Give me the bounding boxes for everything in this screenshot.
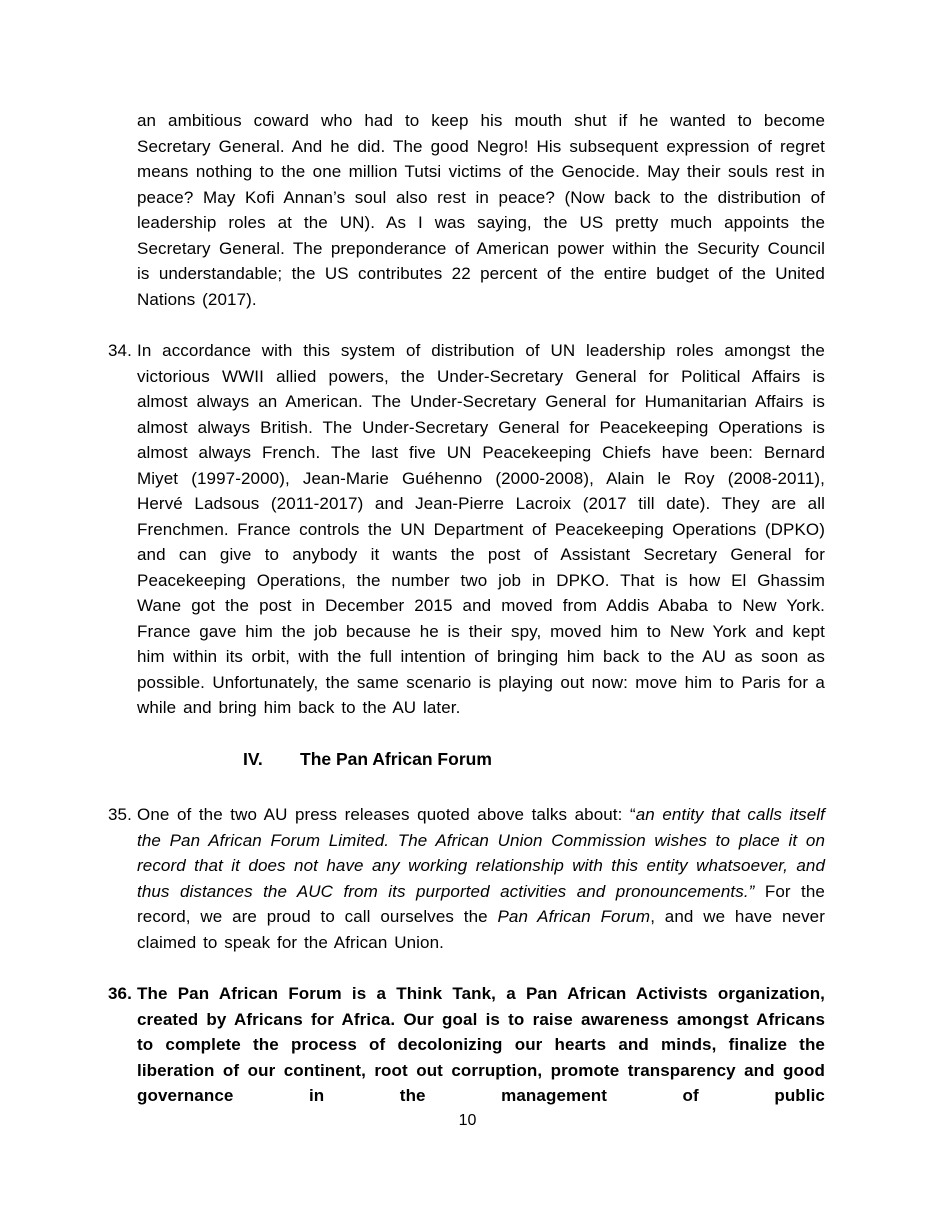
paragraph-continuation <box>137 108 825 312</box>
paragraph-36 <box>108 981 825 1109</box>
document-body <box>108 108 825 1135</box>
text-segment: The Pan African Forum is a Think Tank, a Pan African Activists organization, created by Africans for Africa. Our goal is to raise awareness amongst Africans to complete the process of decolonizing our hearts and minds, finalize the liberation of our continent, root out corruption, promote transparency and good governance in the management of public <box>137 984 825 1105</box>
text-segment: Pan African Forum <box>497 907 651 926</box>
text-segment: an entity that calls itself the Pan African Forum Limited. The African Union Commission wishes to place it on record that it does not have any working relationship with this entity whatsoever, and thus distances the AUC from its purported activities and pronouncements.” <box>137 805 825 901</box>
text-segment: In accordance with this system of distribution of UN leadership roles amongst the victorious WWII allied powers, the Under-Secretary General for Political Affairs is almost always an American. The Under-Secretary General for Humanitarian Affairs is almost always British. The Under-Secretary General for Peacekeeping Operations is almost always French. The last five UN Peacekeeping Chiefs have been: Bernard Miyet (1997-2000), Jean-Marie Guéhenno (2000-2008), Alain le Roy (2008-2011), Hervé Ladsous (2011-2017) and Jean-Pierre Lacroix (2017 till date). They are all Frenchmen. France controls the UN Department of Peacekeeping Operations (DPKO) and can give to anybody it wants the post of Assistant Secretary General for Peacekeeping Operations, the number two job in DPKO. That is how El Ghassim Wane got the post in December 2015 and moved from Addis Ababa to New York. France gave him the job because he is their spy, moved him to New York and kept him within its orbit, with the full intention of bringing him back to the AU as soon as possible. Unfortunately, the same scenario is playing out now: move him to Paris for a while and bring him back to the AU later. <box>137 341 825 717</box>
paragraph-number: 36. <box>108 984 132 1003</box>
text-segment: an ambitious coward who had to keep his mouth shut if he wanted to become Secretary General. And he did. The good Negro! His subsequent expression of regret means nothing to the one million Tutsi victims of the Genocide. May their souls rest in peace? May Kofi Annan’s soul also rest in peace? (Now back to the distribution of leadership roles at the UN). As I was saying, the US pretty much appoints the Secretary General. The preponderance of American power within the Security Council is understandable; the US contributes 22 percent of the entire budget of the United Nations (2017). <box>137 111 825 309</box>
paragraph-number: 35. <box>108 805 132 824</box>
paragraph-number: 34. <box>108 341 132 360</box>
paragraph-34 <box>108 338 825 721</box>
text-segment: For the record, we are proud to call ourselves the <box>137 881 825 926</box>
paragraph-35 <box>108 802 825 955</box>
page-number-footer: 10 <box>458 1112 477 1129</box>
heading-number: IV. <box>243 748 263 769</box>
heading-title: The Pan African Forum <box>300 748 492 769</box>
section-heading <box>137 747 825 773</box>
text-segment: , and we have never claimed to speak for the African Union. <box>137 907 825 952</box>
text-segment: One of the two AU press releases quoted above talks about: “ <box>137 805 636 824</box>
